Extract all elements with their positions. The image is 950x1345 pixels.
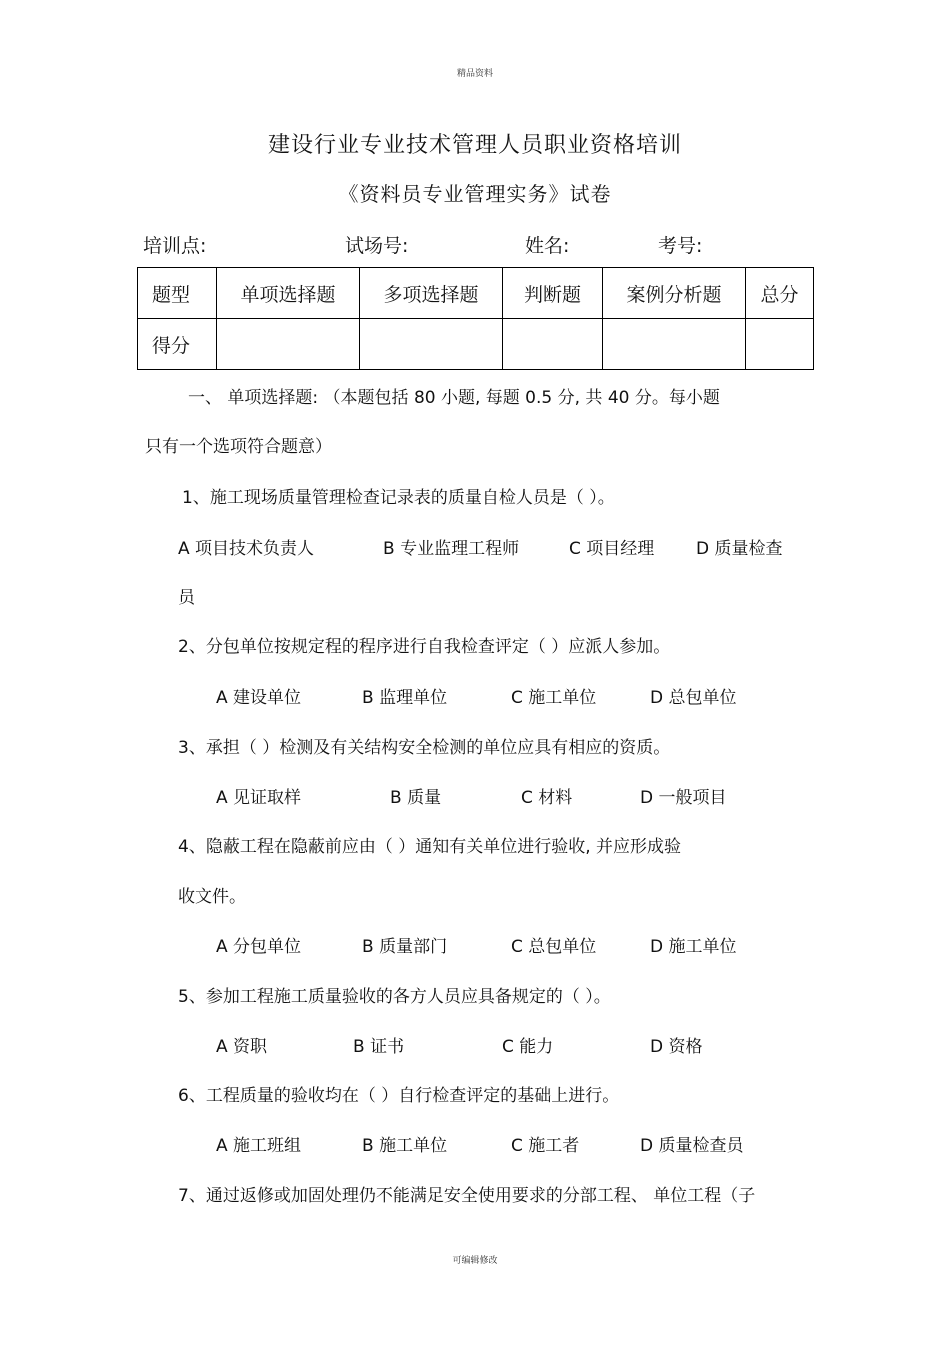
- question-option: B 监理单位: [362, 688, 448, 708]
- question-option: C 项目经理: [569, 539, 655, 559]
- question-option: A 见证取样: [216, 788, 302, 808]
- score-table-header: 案例分析题: [603, 268, 746, 319]
- question-option: D 施工单位: [650, 937, 737, 957]
- score-cell[interactable]: [503, 319, 603, 370]
- document-title: 建设行业专业技术管理人员职业资格培训: [267, 133, 682, 158]
- question-option: B 专业监理工程师: [383, 539, 520, 559]
- question-option: C 材料: [521, 788, 573, 808]
- section-heading-continued: 只有一个选项符合题意）: [145, 437, 332, 457]
- question-option: A 资职: [216, 1037, 268, 1057]
- question-stem: 3、承担（ ）检测及有关结构安全检测的单位应具有相应的资质。: [178, 738, 671, 758]
- question-stem: 4、隐蔽工程在隐蔽前应由（ ）通知有关单位进行验收, 并应形成验: [178, 837, 682, 857]
- score-table-header: 多项选择题: [360, 268, 503, 319]
- score-row-label: 得分: [138, 319, 217, 370]
- score-table-header: 题型: [138, 268, 217, 319]
- score-cell[interactable]: [360, 319, 503, 370]
- info-exam-number: 考号:: [658, 235, 703, 257]
- question-option: A 施工班组: [216, 1136, 302, 1156]
- question-option: D 一般项目: [640, 788, 727, 808]
- question-option: D 资格: [650, 1037, 703, 1057]
- score-table-header: 总分: [746, 268, 814, 319]
- question-stem: 7、通过返修或加固处理仍不能满足安全使用要求的分部工程、 单位工程（子: [178, 1186, 756, 1206]
- score-table: [137, 267, 814, 370]
- question-option: C 施工单位: [511, 688, 597, 708]
- question-option: A 分包单位: [216, 937, 302, 957]
- question-stem: 5、参加工程施工质量验收的各方人员应具备规定的（ ）。: [178, 987, 611, 1007]
- question-stem: 1、施工现场质量管理检查记录表的质量自检人员是（ ）。: [182, 488, 615, 508]
- score-cell[interactable]: [217, 319, 360, 370]
- info-exam-room: 试场号:: [345, 235, 409, 257]
- section-heading: 一、 单项选择题: （本题包括 80 小题, 每题 0.5 分, 共 40 分。每小题: [188, 388, 720, 408]
- question-option: D 质量检查: [696, 539, 783, 559]
- question-stem-continued: 收文件。: [178, 887, 246, 907]
- score-cell[interactable]: [603, 319, 746, 370]
- question-option: D 质量检查员: [640, 1136, 744, 1156]
- score-table-header: 判断题: [503, 268, 603, 319]
- document-subtitle: 《资料员专业管理实务》试卷: [338, 182, 612, 206]
- question-option: C 能力: [502, 1037, 554, 1057]
- question-option: B 证书: [353, 1037, 405, 1057]
- question-option: D 总包单位: [650, 688, 737, 708]
- question-option-continued: 员: [178, 588, 195, 608]
- header-note: 精品资料: [456, 69, 493, 79]
- score-table-score-row: [138, 319, 814, 370]
- question-stem: 6、工程质量的验收均在（ ）自行检查评定的基础上进行。: [178, 1086, 620, 1106]
- question-option: B 施工单位: [362, 1136, 448, 1156]
- question-option: A 项目技术负责人: [178, 539, 315, 559]
- question-option: A 建设单位: [216, 688, 302, 708]
- question-option: C 施工者: [511, 1136, 580, 1156]
- info-name: 姓名:: [525, 235, 570, 257]
- footer-note: 可编辑修改: [452, 1256, 498, 1266]
- score-cell[interactable]: [746, 319, 814, 370]
- question-option: B 质量部门: [362, 937, 448, 957]
- question-stem: 2、分包单位按规定程的程序进行自我检查评定（ ）应派人参加。: [178, 637, 671, 657]
- score-table-header: 单项选择题: [217, 268, 360, 319]
- score-table-header-row: [138, 268, 814, 319]
- question-option: B 质量: [390, 788, 442, 808]
- question-option: C 总包单位: [511, 937, 597, 957]
- info-training-site: 培训点:: [143, 235, 207, 257]
